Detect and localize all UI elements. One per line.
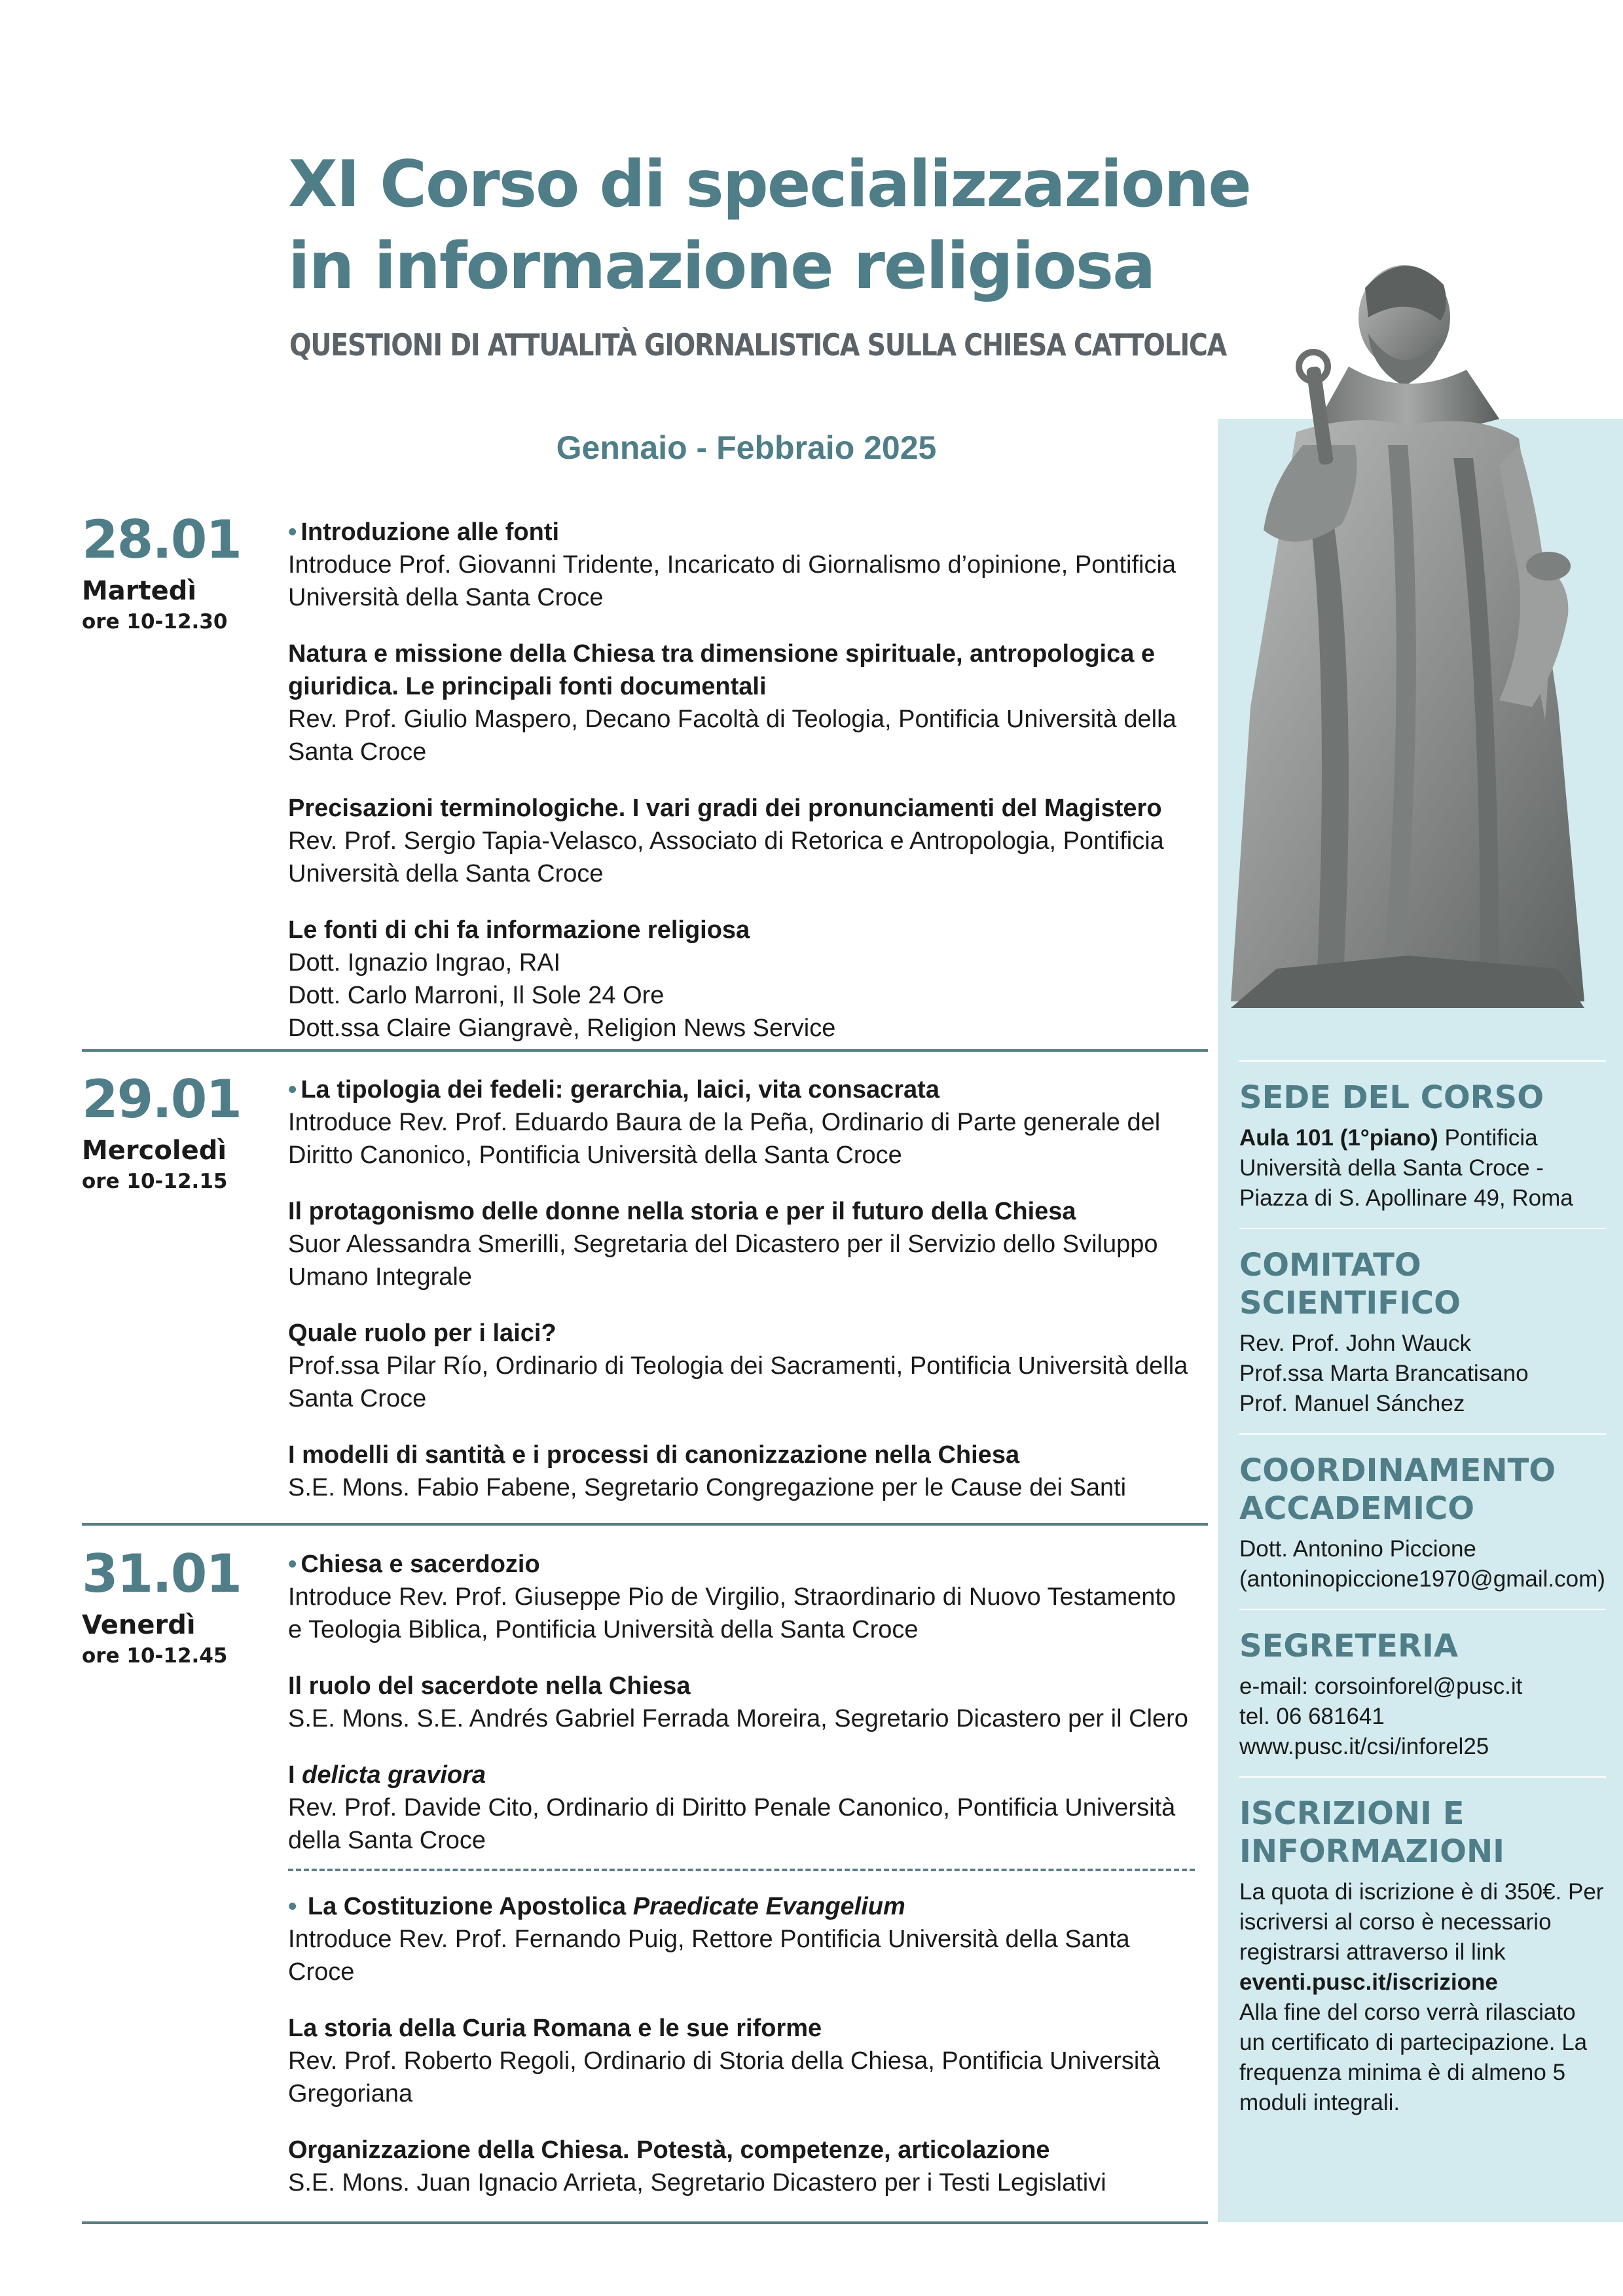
day-weekday: Venerdì xyxy=(82,1610,196,1640)
day-hours: ore 10-12.30 xyxy=(82,610,228,634)
iscrizioni-section xyxy=(1239,1776,1606,2132)
session-item xyxy=(288,1073,1192,1172)
day-weekday: Mercoledì xyxy=(82,1136,227,1166)
day-weekday: Martedì xyxy=(82,576,197,606)
coordinamento-section xyxy=(1239,1433,1606,1609)
session-divider-dashed xyxy=(288,1869,1195,1871)
title-line-1: XI Corso di specializzazione xyxy=(288,147,1250,222)
session-speaker: Dott. Ignazio Ingrao, RAI xyxy=(288,949,561,977)
session-title: La storia della Curia Romana e le sue riforme xyxy=(288,2015,822,2042)
committee-member: Prof.ssa Marta Brancatisano xyxy=(1239,1361,1529,1386)
secretariat-phone: tel. 06 681641 xyxy=(1239,1704,1385,1729)
section-heading: SEGRETERIA xyxy=(1239,1628,1459,1664)
session-speaker: Rev. Prof. Roberto Regoli, Ordinario di Storia della Chiesa, Pontificia Università Gregoriana xyxy=(288,2047,1161,2108)
session-title: Il protagonismo delle donne nella storia e per il futuro della Chiesa xyxy=(288,1198,1076,1225)
sede-section xyxy=(1239,1060,1606,1228)
day-date: 28.01 xyxy=(82,509,242,570)
session-speaker: S.E. Mons. Fabio Fabene, Segretario Congregazione per le Cause dei Santi xyxy=(288,1474,1127,1501)
comitato-section xyxy=(1239,1228,1606,1433)
session-speaker: Introduce Rev. Prof. Fernando Puig, Rettore Pontificia Università della Santa Croce xyxy=(288,1926,1130,1986)
statue-image xyxy=(1192,249,1611,1008)
session-item xyxy=(288,1670,1192,1735)
session-title: Precisazioni terminologiche. I vari gradi dei pronunciamenti del Magistero xyxy=(288,795,1162,822)
session-title: La tipologia dei fedeli: gerarchia, laici, vita consacrata xyxy=(301,1076,939,1103)
coordinator-email[interactable]: (antoninopiccione1970@gmail.com) xyxy=(1239,1566,1605,1592)
session-item xyxy=(288,1195,1192,1293)
session-speaker: Introduce Rev. Prof. Eduardo Baura de la Peña, Ordinario di Parte generale del Diritto Canonico, Pontificia Università della Santa Croce xyxy=(288,1109,1161,1169)
session-title: Quale ruolo per i laici? xyxy=(288,1319,556,1347)
title-line-2: in informazione religiosa xyxy=(288,229,1155,304)
session-title: Introduzione alle fonti xyxy=(301,518,560,546)
session-speaker: Suor Alessandra Smerilli, Segretaria del Dicastero per il Servizio dello Sviluppo Umano Integrale xyxy=(288,1230,1158,1291)
session-title: Chiesa e sacerdozio xyxy=(301,1551,540,1578)
session-speaker: Introduce Prof. Giovanni Tridente, Incaricato di Giornalismo d’opinione, Pontificia Università della Santa Croce xyxy=(288,551,1176,611)
day-hours: ore 10-12.15 xyxy=(82,1170,228,1193)
session-speaker: Dott.ssa Claire Giangravè, Religion News Service xyxy=(288,1014,836,1042)
day-block-31-01 xyxy=(82,1545,285,1670)
day-sessions-31-01-part2 xyxy=(288,1890,1192,2223)
session-item xyxy=(288,1317,1192,1415)
sidebar-info xyxy=(1239,1060,1606,2132)
session-item xyxy=(288,2012,1192,2110)
session-item xyxy=(288,792,1192,890)
session-item xyxy=(288,637,1192,768)
session-speaker: Rev. Prof. Giulio Maspero, Decano Facoltà di Teologia, Pontificia Università della Santa Croce xyxy=(288,706,1176,766)
committee-member: Prof. Manuel Sánchez xyxy=(1239,1391,1465,1416)
page-subtitle: QUESTIONI DI ATTUALITÀ GIORNALISTICA SULLA CHIESA CATTOLICA xyxy=(289,327,1226,363)
registration-text: La quota di iscrizione è di 350€. Per iscriversi al corso è necessario registrarsi attraverso il link xyxy=(1239,1879,1604,1965)
sede-text: Aula 101 (1°piano) Pontificia Università della Santa Croce - Piazza di S. Apollinare 49, Roma xyxy=(1239,1125,1573,1211)
session-title: Il ruolo del sacerdote nella Chiesa xyxy=(288,1672,691,1700)
course-period: Gennaio - Febbraio 2025 xyxy=(556,429,937,466)
session-title: Le fonti di chi fa informazione religiosa xyxy=(288,916,750,944)
day-sessions-31-01 xyxy=(288,1548,1192,1880)
session-speaker: Dott. Carlo Marroni, Il Sole 24 Ore xyxy=(288,982,665,1009)
bottom-divider xyxy=(82,2221,1208,2224)
session-item xyxy=(288,1439,1192,1504)
session-title: I modelli di santità e i processi di canonizzazione nella Chiesa xyxy=(288,1441,1020,1469)
day-sessions-28-01 xyxy=(288,516,1192,1068)
secretariat-email[interactable]: e-mail: corsoinforel@pusc.it xyxy=(1239,1674,1523,1699)
registration-note: Alla fine del corso verrà rilasciato un certificato di partecipazione. La frequenza minima è di almeno 5 moduli integrali. xyxy=(1239,2000,1588,2115)
bullet-icon: • xyxy=(288,1076,297,1103)
session-speaker: Rev. Prof. Sergio Tapia-Velasco, Associato di Retorica e Antropologia, Pontificia Università della Santa Croce xyxy=(288,827,1164,888)
session-speaker: S.E. Mons. Juan Ignacio Arrieta, Segretario Dicastero per i Testi Legislativi xyxy=(288,2169,1106,2197)
day-block-28-01 xyxy=(82,511,285,636)
secretariat-website[interactable]: www.pusc.it/csi/inforel25 xyxy=(1239,1734,1489,1759)
bullet-icon: • xyxy=(288,1893,297,1920)
session-speaker: S.E. Mons. S.E. Andrés Gabriel Ferrada Moreira, Segretario Dicastero per il Clero xyxy=(288,1705,1188,1732)
section-heading: COORDINAMENTO ACCADEMICO xyxy=(1239,1452,1556,1527)
session-item xyxy=(288,914,1192,1045)
segreteria-section xyxy=(1239,1609,1606,1776)
day-date: 31.01 xyxy=(82,1543,242,1604)
day-hours: ore 10-12.45 xyxy=(82,1644,228,1668)
day-sessions-29-01 xyxy=(288,1073,1192,1528)
section-heading: ISCRIZIONI E INFORMAZIONI xyxy=(1239,1795,1504,1870)
day-date: 29.01 xyxy=(82,1069,242,1130)
day-block-29-01 xyxy=(82,1070,285,1196)
day-divider xyxy=(82,1049,1208,1052)
section-heading: SEDE DEL CORSO xyxy=(1239,1079,1544,1116)
session-speaker: Prof.ssa Pilar Río, Ordinario di Teologia dei Sacramenti, Pontificia Università della Santa Croce xyxy=(288,1352,1188,1412)
day-divider xyxy=(82,1523,1208,1526)
section-heading: COMITATO SCIENTIFICO xyxy=(1239,1247,1461,1321)
session-item xyxy=(288,1759,1192,1857)
session-title: I delicta graviora xyxy=(288,1761,486,1789)
session-item xyxy=(288,1548,1192,1646)
bullet-icon: • xyxy=(288,518,297,546)
session-speaker: Introduce Rev. Prof. Giuseppe Pio de Virgilio, Straordinario di Nuovo Testamento e Teologia Biblica, Pontificia Università della Santa Croce xyxy=(288,1583,1176,1643)
session-item xyxy=(288,1890,1192,1988)
session-item xyxy=(288,2134,1192,2199)
session-title: • La Costituzione Apostolica Praedicate Evangelium xyxy=(288,1893,905,1920)
session-title: Natura e missione della Chiesa tra dimensione spirituale, antropologica e giuridica. Le principali fonti documentali xyxy=(288,640,1156,700)
session-speaker: Rev. Prof. Davide Cito, Ordinario di Diritto Penale Canonico, Pontificia Università della Santa Croce xyxy=(288,1794,1176,1854)
session-title: Organizzazione della Chiesa. Potestà, competenze, articolazione xyxy=(288,2136,1050,2164)
bullet-icon: • xyxy=(288,1551,297,1578)
registration-link[interactable]: eventi.pusc.it/iscrizione xyxy=(1239,1969,1498,1995)
committee-member: Rev. Prof. John Wauck xyxy=(1239,1331,1472,1356)
page-title xyxy=(288,144,1270,308)
session-item xyxy=(288,516,1192,614)
coordinator-name: Dott. Antonino Piccione xyxy=(1239,1536,1476,1562)
